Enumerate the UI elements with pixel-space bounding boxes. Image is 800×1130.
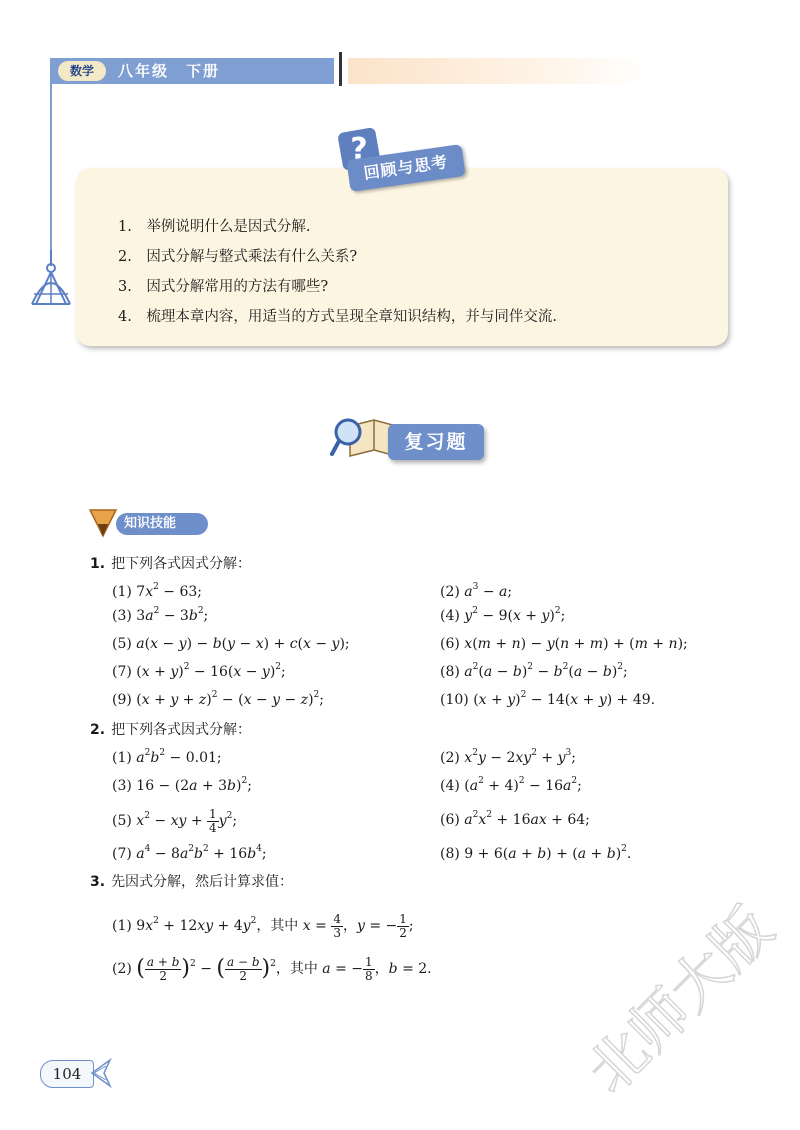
header-gradient [348, 58, 648, 84]
svg-text:北师大版: 北师大版 [573, 893, 787, 1107]
q2-item-2: (2) $x^2y - 2xy^2 + y^3$; [440, 748, 576, 766]
fish-tail-icon [90, 1058, 112, 1088]
review-title: 回顾与思考 [346, 144, 465, 192]
q2-item-4: (4) $(a^2 + 4)^2 - 16a^2$; [440, 776, 582, 794]
question-3-heading [90, 870, 293, 894]
compass-icon [26, 248, 76, 308]
q3-item-1: (1) $9x^2 + 12xy + 4y^2$，其中 x = $\frac{4}{3}$ ，y = − $\frac{1}{2}$ ; [112, 911, 414, 940]
question-prompt: 先因式分解，然后计算求值： [111, 874, 294, 890]
header-divider [339, 52, 342, 86]
q2-item-3: (3) $16 - (2a + 3b)^2$; [112, 776, 252, 794]
question-2-heading [90, 718, 251, 742]
grade-title: 八年级 下册 [118, 62, 221, 80]
publisher-watermark [560, 870, 800, 1130]
question-prompt: 把下列各式因式分解： [111, 556, 252, 572]
q1-item-4: (4) $y^2 - 9(x + y)^2$; [440, 606, 566, 624]
margin-line [50, 84, 52, 256]
q2-item-6: (6) $a^2x^2 + 16ax + 64$; [440, 810, 590, 828]
question-number: 3. [90, 874, 106, 890]
exercises-title: 复习题 [388, 424, 484, 460]
q1-item-8: (8) $a^2(a - b)^2 - b^2(a - b)^2$; [440, 662, 628, 680]
svg-text:?: ? [350, 132, 368, 167]
question-prompt: 把下列各式因式分解： [111, 722, 252, 738]
q2-item-7: (7) $a^4 - 8a^2b^2 + 16b^4$; [112, 844, 267, 862]
q1-item-7: (7) $(x + y)^2 - 16(x - y)^2$; [112, 662, 286, 680]
pencil-tip-icon [88, 506, 118, 538]
question-number: 1. [90, 556, 106, 572]
review-item: 1. 举例说明什么是因式分解. [118, 219, 311, 235]
page-number: 104 [40, 1060, 94, 1088]
review-item: 3. 因式分解常用的方法有哪些? [118, 279, 329, 295]
q1-item-1: (1) $7x^2 - 63$; [112, 582, 203, 600]
q1-item-3: (3) $3a^2 - 3b^2$; [112, 606, 209, 624]
subject-badge: 数学 [58, 61, 106, 81]
q1-item-9: (9) $(x + y + z)^2 - (x - y - z)^2$; [112, 690, 324, 708]
q1-item-10: (10) $(x + y)^2 - 14(x + y) + 49$. [440, 690, 656, 708]
q2-item-5: (5) $x^2$ − xy + $\frac{1}{4}$ $y^2$; [112, 806, 238, 835]
question-number: 2. [90, 722, 106, 738]
review-item: 4. 梳理本章内容，用适当的方式呈现全章知识结构，并与同伴交流. [118, 309, 557, 325]
review-list [118, 212, 557, 332]
q1-item-2: (2) $a^3 - a$; [440, 582, 513, 600]
question-1-heading [90, 552, 251, 576]
q2-item-1: (1) $a^2b^2 - 0.01$; [112, 748, 222, 766]
q3-item-2: (2) ( $\frac{a + b}{2}$ )$^2$ − ( $\frac{a - b}{2}$ )$^2$，其中 a = − $\frac{1}{8}$ ，b = 2. [112, 954, 432, 983]
q1-item-5: (5) a(x − y) − b(y − x) + c(x − y); [112, 636, 350, 652]
q1-item-6: (6) x(m + n) − y(n + m) + (m + n); [440, 636, 688, 652]
q2-item-8: (8) $9 + 6(a + b) + (a + b)^2$. [440, 844, 632, 862]
section-label: 知识技能 [116, 513, 208, 535]
review-item: 2. 因式分解与整式乘法有什么关系? [118, 249, 358, 265]
